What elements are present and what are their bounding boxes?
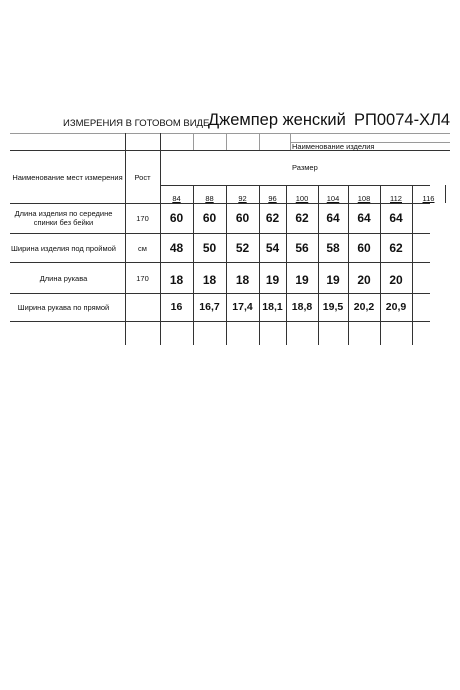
row-height: 170 [136, 214, 149, 223]
sizes-row-line [160, 185, 430, 186]
cell-value: 16 [170, 301, 183, 313]
cell-value: 20,9 [385, 301, 407, 313]
row-label-line: Длина рукава [39, 274, 88, 283]
size-116: 116 [422, 194, 435, 203]
row1-bottom-line [10, 233, 430, 234]
row2-bottom-line [10, 262, 430, 263]
measure-col-header: Наименование мест измерения [12, 173, 123, 182]
product-name-label: Наименование изделия [292, 142, 375, 151]
col-104-right [348, 185, 349, 345]
cell-value: 19,5 [322, 301, 344, 313]
height-col-header: Рост [134, 173, 151, 182]
top-divider-2 [226, 133, 227, 150]
cell-value: 18,8 [291, 301, 313, 313]
row-height: см [138, 244, 147, 253]
cell-value: 17,4 [232, 301, 253, 313]
size-92: 92 [238, 194, 247, 203]
table-row [2, 209, 125, 227]
col-measure-right [125, 133, 126, 345]
col-116-right [445, 185, 446, 203]
size-84: 84 [172, 194, 181, 203]
size-header: Размер [292, 163, 318, 172]
cell-value: 60 [235, 211, 250, 225]
top-divider-3 [259, 133, 260, 150]
row-label-line: Ширина изделия под проймой [11, 244, 116, 253]
cell-value: 60 [202, 211, 217, 225]
cell-value: 48 [169, 241, 184, 255]
col-112-right [412, 185, 413, 345]
header-bottom-line [10, 203, 430, 204]
cell-value: 60 [357, 241, 371, 255]
size-100: 100 [295, 194, 309, 203]
cell-value: 62 [389, 241, 403, 255]
cell-value: 54 [265, 241, 280, 255]
cell-value: 19 [326, 273, 340, 287]
col-height-right [160, 133, 161, 345]
cell-value: 19 [295, 273, 309, 287]
cell-value: 64 [389, 211, 403, 225]
row-label-line: Ширина рукава по прямой [17, 303, 110, 312]
cell-value: 19 [265, 273, 280, 287]
cell-value: 56 [295, 241, 309, 255]
col-100-right [318, 185, 319, 345]
cell-value: 18,1 [262, 301, 283, 313]
top-divider-4 [290, 133, 291, 150]
cell-value: 20 [389, 273, 403, 287]
col-92-right [259, 185, 260, 345]
cell-value: 64 [326, 211, 340, 225]
cell-value: 60 [169, 211, 184, 225]
table-row [2, 244, 125, 253]
cell-value: 50 [202, 241, 217, 255]
product-code: РП0074-ХЛ4 [354, 111, 451, 129]
cell-value: 64 [357, 211, 371, 225]
cell-value: 58 [326, 241, 340, 255]
table-top-line [10, 133, 450, 134]
cell-value: 16,7 [199, 301, 220, 313]
row-label-line: Длина изделия по середине [14, 209, 113, 218]
size-112: 112 [390, 194, 402, 203]
measurements-heading: ИЗМЕРЕНИЯ В ГОТОВОМ ВИДЕ [63, 118, 210, 129]
table-row [2, 303, 125, 312]
col-108-right [380, 185, 381, 345]
cell-value: 20,2 [353, 301, 375, 313]
cell-value: 52 [235, 241, 250, 255]
col-88-right [226, 185, 227, 345]
row4-bottom-line [10, 321, 430, 322]
size-108: 108 [357, 194, 371, 203]
col-96-right [286, 185, 287, 345]
row-height: 170 [136, 274, 149, 283]
size-96: 96 [268, 194, 277, 203]
cell-value: 62 [295, 211, 309, 225]
cell-value: 18 [235, 273, 250, 287]
cell-value: 18 [169, 273, 184, 287]
cell-value: 20 [357, 273, 371, 287]
row-label-line: спинки без бейки [33, 218, 94, 227]
col-84-right [193, 185, 194, 345]
cell-value: 62 [265, 211, 280, 225]
cell-value: 18 [202, 273, 217, 287]
row3-bottom-line [10, 293, 430, 294]
size-88: 88 [205, 194, 214, 203]
top-divider-1 [193, 133, 194, 150]
product-title: Джемпер женский [208, 111, 346, 129]
main-header-line [10, 150, 450, 151]
table-row [2, 274, 125, 283]
size-104: 104 [326, 194, 340, 203]
